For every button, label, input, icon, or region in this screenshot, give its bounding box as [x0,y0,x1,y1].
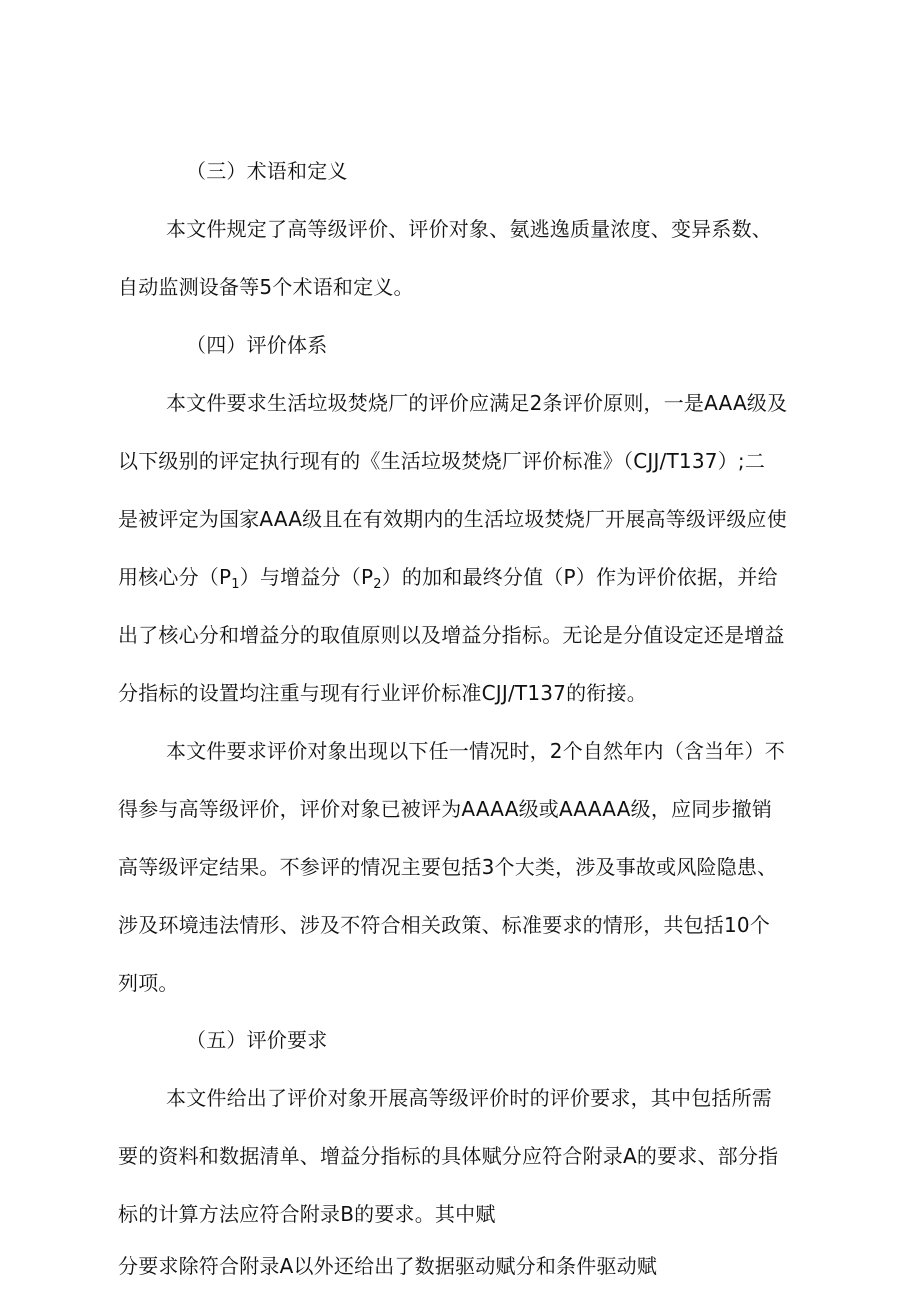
paragraph-line: 本文件规定了高等级评价、评价对象、氨逃逸质量浓度、变异系数、 [166,217,772,241]
paragraph-line: 列项。 [118,971,179,995]
subscript: 1 [231,577,240,592]
paragraph-line: 自动监测设备等5个术语和定义。 [118,275,414,299]
paragraph-line: 分指标的设置均注重与现有行业评价标准CJJ/T137的衔接。 [118,681,647,705]
paragraph-line: 是被评定为国家AAA级且在有效期内的生活垃圾焚烧厂开展高等级评级应使 [118,507,787,531]
subscript: 2 [373,577,382,592]
text-run: ）的加和最终分值（P）作为评价依据，并给 [381,565,778,589]
text-run: ）与增益分（P [239,565,374,589]
paragraph-line: 本文件要求生活垃圾焚烧厂的评价应满足2条评价原则，一是AAA级及 [166,391,788,415]
paragraph-line: 标的计算方法应符合附录B的要求。其中赋 [118,1202,496,1226]
paragraph-line: 本文件要求评价对象出现以下任一情况时，2个自然年内（含当年）不 [166,739,785,763]
text-run: 用核心分（P [118,565,232,589]
paragraph-line: 以下级别的评定执行现有的《生活垃圾焚烧厂评价标准》（CJJ/T137）;二 [118,449,766,473]
paragraph-line-with-subscripts [118,563,838,591]
paragraph-line: 高等级评定结果。不参评的情况主要包括3个大类，涉及事故或风险隐患、 [118,855,778,879]
paragraph-line: 要的资料和数据清单、增益分指标的具体赋分应符合附录A的要求、部分指 [118,1144,779,1168]
paragraph-line: 出了核心分和增益分的取值原则以及增益分指标。无论是分值设定还是增益 [118,623,785,647]
section-heading-evaluation-system: （四）评价体系 [186,333,328,357]
paragraph-line: 得参与高等级评价，评价对象已被评为AAAA级或AAAAA级，应同步撤销 [118,797,773,821]
section-heading-terms: （三）术语和定义 [186,159,348,183]
section-heading-evaluation-requirements: （五）评价要求 [186,1028,328,1052]
paragraph-line: 分要求除符合附录A以外还给出了数据驱动赋分和条件驱动赋 [118,1254,658,1278]
paragraph-line: 涉及环境违法情形、涉及不符合相关政策、标准要求的情形，共包括10个 [118,913,771,937]
paragraph-line: 本文件给出了评价对象开展高等级评价时的评价要求，其中包括所需 [166,1086,772,1110]
